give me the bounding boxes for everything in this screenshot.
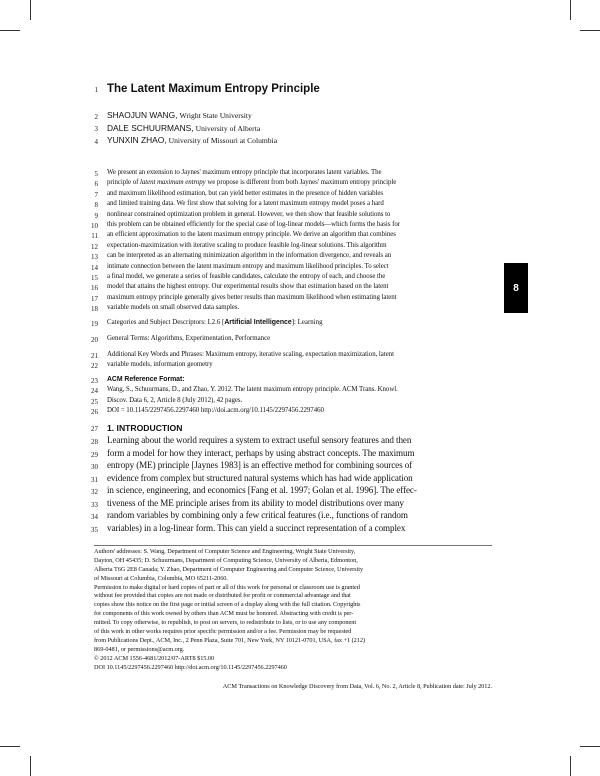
abstract-line: this problem can be obtained efficiently for the special case of log-linear models—which forms the basis for [107, 220, 400, 228]
line-number: 24 [91, 387, 98, 396]
author-line [107, 110, 492, 120]
abstract-emphasis: latent maximum entropy [140, 179, 206, 187]
author-affiliation: Wright State University [179, 111, 252, 120]
abstract-line: intimate connection between the latent maximum entropy and maximum likelihood principles. To select [107, 262, 389, 270]
author-line [107, 135, 492, 145]
categories-bold: Artificial Intelligence [224, 319, 292, 326]
acm-ref-line: Wang, S., Schuurmans, D., and Zhao, Y. 2012. The latent maximum entropy principle. ACM Trans. Knowl. [107, 386, 398, 394]
abstract [107, 168, 492, 313]
keywords [107, 350, 492, 371]
footnote-line: © 2012 ACM 1556-4681/2012/07-ART8 $15.00 [94, 654, 215, 662]
line-number: 28 [91, 438, 98, 446]
line-number: 15 [91, 274, 98, 282]
line-number: 9 [94, 211, 98, 220]
line-number: 27 [91, 425, 98, 433]
keywords-line: Additional Key Words and Phrases: Maximum entropy, iterative scaling, expectation maximization, latent [107, 351, 394, 358]
footnote-line: from Publications Dept., ACM, Inc., 2 Penn Plaza, Suite 701, New York, NY 10121-0701, USA, fax +1 (212) [94, 636, 366, 644]
crop-mark [0, 746, 20, 747]
footnote-rule [94, 545, 492, 546]
footnote-line: of Missouri at Columbia, Columbia, MO 65211-2060. [94, 574, 228, 582]
abstract-line: maximum entropy principle generally gives better results than maximum likelihood when estimating latent [107, 293, 397, 301]
abstract-line: model that attains the highest entropy. Our experimental results show that estimation based on the latent [107, 283, 389, 291]
paper-title: The Latent Maximum Entropy Principle [107, 83, 320, 95]
line-number: 30 [91, 463, 98, 471]
crop-mark [30, 756, 31, 776]
intro-line: Learning about the world requires a system to extract useful sensory features and then [107, 435, 412, 445]
footnote-line: Permission to make digital or hard copies of part or all of this work for personal or classroom use is granted [94, 583, 360, 591]
acm-ref-line: DOI = 10.1145/2297456.2297460 http://doi.acm.org/10.1145/2297456.2297460 [107, 407, 324, 415]
intro-line: evidence from complex but structured natural systems which has had wide application [107, 472, 413, 483]
intro-line: form a model for how they interact, perhaps by using abstract concepts. The maximum [107, 447, 415, 458]
line-number: 12 [91, 242, 98, 251]
footnote-line: copies show this notice on the first page or initial screen of a display along with the full citation. Copyrights [94, 601, 361, 609]
categories [107, 318, 492, 328]
abstract-line: a final model, we generate a series of feasible candidates, calculate the entropy of each, and choose the [107, 272, 386, 280]
footnote-line: mitted. To copy otherwise, to republish, to post on servers, to redistribute to lists, or to use any component [94, 619, 357, 627]
footnote-line: Authors' addresses: S. Wang, Department of Computer Science and Engineering, Wright State University, [94, 548, 356, 555]
line-number: 5 [94, 170, 98, 178]
line-number: 11 [91, 232, 98, 241]
line-number: 21 [91, 352, 98, 360]
intro-paragraph [107, 435, 492, 535]
line-number: 35 [91, 525, 98, 534]
line-number: 7 [94, 190, 98, 199]
abstract-line: and maximum likelihood estimation, but can yield better estimates in the presence of hidden variables [107, 189, 384, 197]
line-number: 16 [91, 284, 98, 293]
intro-line: entropy (ME) principle [Jaynes 1983] is an effective method for combining sources of [107, 460, 413, 470]
abstract-line: We present an extension to Jaynes' maximum entropy principle that incorporates latent variables. The [107, 169, 382, 176]
line-number: 34 [91, 513, 98, 521]
general-terms: General Terms: Algorithms, Experimentation, Performance [107, 335, 271, 342]
footnote [94, 548, 492, 672]
line-number: 25 [91, 397, 98, 406]
footnote-line: for components of this work owned by others than ACM must be honored. Abstracting with credit is per- [94, 610, 354, 618]
line-number: 18 [91, 305, 98, 314]
line-number: 1 [94, 86, 98, 94]
line-number: 2 [94, 113, 98, 121]
footnote-line: Alberta T6G 2E8 Canada; Y. Zhao, Department of Computer Engineering and Computer Science, University [94, 565, 364, 573]
line-number: 8 [94, 201, 98, 210]
line-number: 23 [91, 377, 98, 385]
categories-prefix: Categories and Subject Descriptors: I.2.6 [ [107, 319, 225, 326]
author-affiliation: University of Missouri at Columbia [168, 136, 278, 145]
intro-line: in science, engineering, and economics [Fang et al. 1997; Golan et al. 1996]. The effec- [107, 485, 417, 495]
author-name: YUNXIN ZHAO, [107, 135, 167, 145]
crop-mark [580, 30, 600, 31]
running-footer: ACM Transactions on Knowledge Discovery from Data, Vol. 6, No. 2, Article 8, Publication date: July 2012. [222, 683, 492, 690]
line-number: 3 [94, 125, 98, 133]
line-number: 33 [91, 500, 98, 509]
acm-ref-line: Discov. Data 6, 2, Article 8 (July 2012), 42 pages. [107, 396, 243, 404]
intro-line: tiveness of the ME principle arises from its ability to model distributions over many [107, 497, 404, 508]
line-number: 17 [91, 294, 98, 303]
footnote-line: without fee provided that copies are not made or distributed for profit or commercial advantage and that [94, 592, 351, 600]
line-number: 13 [91, 253, 98, 262]
line-number: 6 [94, 180, 98, 189]
author-name: SHAOJUN WANG, [107, 110, 178, 120]
acm-reference [107, 375, 492, 417]
author-affiliation: University of Alberta [195, 123, 261, 133]
footnote-line: 869-0481, or permissions@acm.org. [94, 645, 185, 653]
line-number: 14 [91, 263, 98, 272]
crop-mark [570, 0, 571, 20]
line-number: 4 [94, 138, 98, 146]
line-number: 19 [91, 320, 98, 328]
abstract-line: nonlinear constrained optimization problem in general. However, we then show that feasible solutions to [107, 210, 391, 218]
keywords-line: variable models, information geometry [107, 361, 213, 369]
categories-suffix: ]: Learning [291, 319, 323, 326]
crop-mark [0, 30, 20, 31]
author-line [107, 123, 492, 133]
crop-mark [570, 756, 571, 776]
footnote-line: DOI 10.1145/2297456.2297460 http://doi.acm.org/10.1145/2297456.2297460 [94, 663, 287, 671]
acm-ref-heading: ACM Reference Format: [107, 376, 185, 383]
line-number: 31 [91, 475, 98, 484]
line-number: 20 [91, 336, 98, 344]
author-name: DALE SCHUURMANS, [107, 122, 194, 133]
footnote-line: of this work in other works requires prior specific permission and/or a fee. Permission may be requested [94, 628, 352, 636]
line-number: 10 [91, 222, 98, 230]
abstract-line: can be interpreted as an alternating minimization algorithm in the information divergence, and reveals an [107, 252, 392, 260]
crop-mark [580, 746, 600, 747]
abstract-line: principle of latent maximum entropy we propose is different from both Jaynes' maximum entropy principle [107, 179, 397, 187]
section-heading: 1. INTRODUCTION [107, 423, 183, 433]
abstract-line: expectation-maximization with iterative scaling to produce feasible log-linear solutions. This algorithm [107, 241, 387, 249]
abstract-line: and limited training data. We first show that solving for a latent maximum entropy model poses a hard [107, 200, 384, 208]
abstract-line: variable models on small observed data samples. [107, 304, 240, 312]
line-number: 22 [91, 362, 98, 371]
line-number: 26 [91, 408, 98, 417]
line-number: 32 [91, 488, 98, 496]
abstract-line: an efficient approximation to the latent maximum entropy principle. We derive an algorithm that combines [107, 231, 396, 239]
article-number-tab: 8 [504, 263, 528, 313]
intro-line: variables) in a log-linear form. This can yield a succinct representation of a complex [107, 522, 406, 533]
footnote-line: Dayton, OH 45435; D. Schuurmans, Department of Computing Science, University of Alberta, Edmonton, [94, 556, 358, 564]
crop-mark [30, 0, 31, 20]
line-number: 29 [91, 450, 98, 459]
intro-line: random variables by combining only a few critical features (i.e., functions of random [107, 510, 408, 520]
